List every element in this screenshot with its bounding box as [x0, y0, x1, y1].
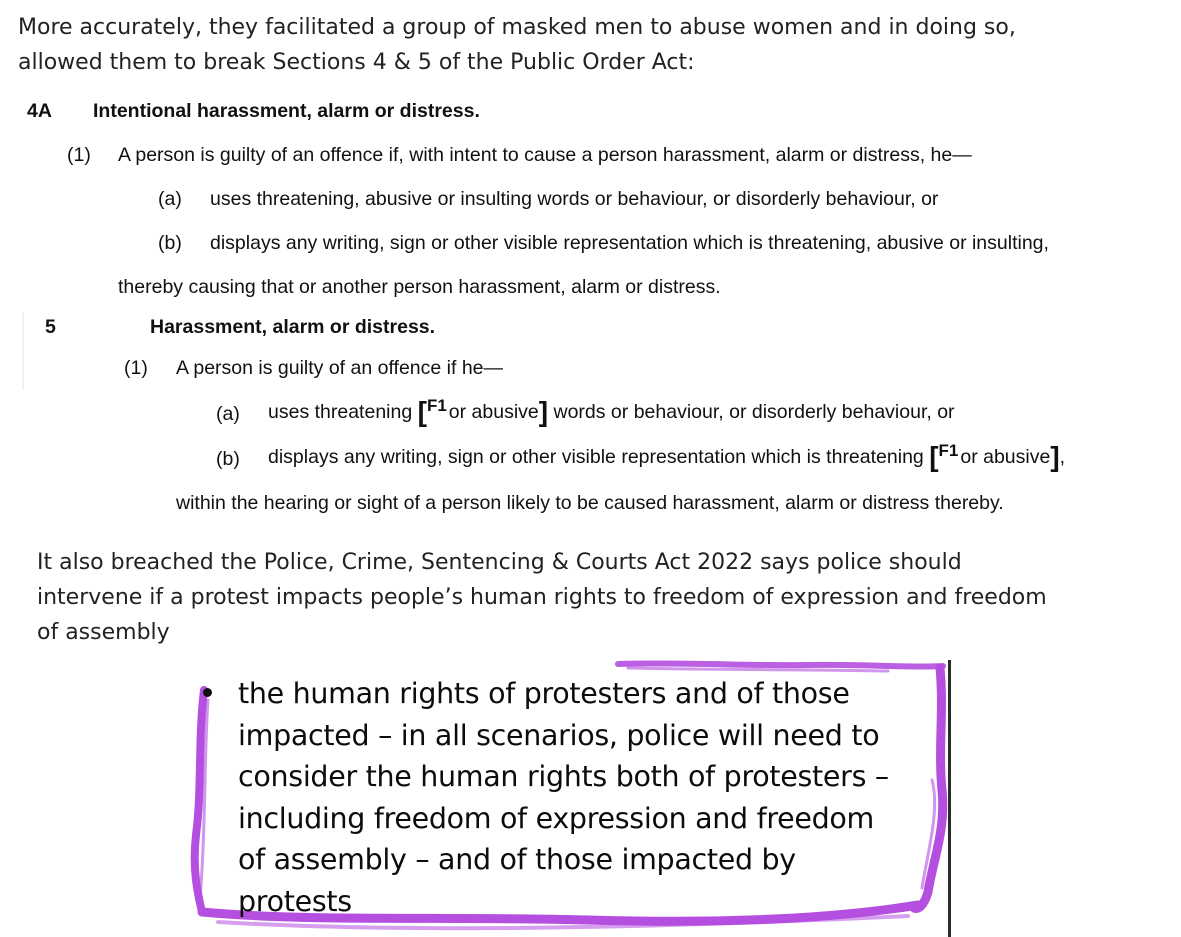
- amendment-open-bracket: [: [929, 441, 939, 472]
- screenshot-right-edge: [948, 660, 951, 937]
- screenshot-edge-divider: [22, 312, 24, 390]
- para2-line-3: of assembly: [37, 620, 170, 645]
- amended-text: or abusive: [448, 401, 539, 423]
- intro-line-2: allowed them to break Sections 4 & 5 of the Public Order Act:: [18, 50, 695, 75]
- excerpt-line-4: including freedom of expression and freedom: [238, 801, 874, 835]
- footnote-ref-f1[interactable]: F1: [426, 396, 447, 415]
- act-breach-paragraph: [37, 545, 1157, 650]
- section-5-para-b-pre: displays any writing, sign or other visible representation which is threatening: [268, 446, 924, 468]
- amendment-close-bracket: ]: [1050, 441, 1060, 472]
- section-4a-para-a-text: uses threatening, abusive or insulting words or behaviour, or disorderly behaviour, or: [210, 188, 939, 210]
- excerpt-line-3: consider the human rights both of protesters –: [238, 760, 889, 793]
- para2-line-1: It also breached the Police, Crime, Sentencing & Courts Act 2022 says police should: [37, 550, 962, 575]
- section-5-para-a-label: (a): [216, 403, 240, 425]
- section-4a-number: 4A: [27, 100, 52, 122]
- section-5-number: 5: [45, 316, 56, 338]
- section-5-para-a-post: words or behaviour, or disorderly behaviour, or: [553, 401, 955, 423]
- section-4a-para-a-label: (a): [158, 188, 182, 210]
- amendment-close-bracket: ]: [538, 396, 549, 427]
- excerpt-line-6: protests: [238, 884, 352, 918]
- section-4a-heading: Intentional harassment, alarm or distress.: [93, 100, 480, 122]
- intro-paragraph: [18, 10, 1158, 80]
- excerpt-text: [238, 673, 889, 922]
- amendment-open-bracket: [: [417, 396, 427, 427]
- excerpt-line-5: of assembly – and of those impacted by: [238, 843, 796, 876]
- intro-line-1: More accurately, they facilitated a group of masked men to abuse women and in doing so,: [18, 15, 1016, 40]
- section-5-para-b-label: (b): [216, 448, 240, 470]
- section-4a-para-b-label: (b): [158, 232, 182, 254]
- bullet-point-icon: [203, 688, 212, 697]
- footnote-ref-f1[interactable]: F1: [938, 441, 959, 460]
- section-5-subsection-text: A person is guilty of an offence if he—: [176, 357, 504, 379]
- section-5-para-b-comma: ,: [1059, 446, 1066, 468]
- excerpt-line-1: the human rights of protesters and of those: [238, 677, 850, 710]
- section-4a-subsection-text: A person is guilty of an offence if, with intent to cause a person harassment, alarm or distress, he—: [118, 144, 972, 166]
- amended-text: or abusive: [960, 446, 1051, 468]
- section-4a-para-b-text: displays any writing, sign or other visible representation which is threatening, abusive or insulting,: [210, 232, 1049, 254]
- section-4a-closing: thereby causing that or another person harassment, alarm or distress.: [118, 276, 721, 298]
- para2-line-2: intervene if a protest impacts people’s human rights to freedom of expression and freedom: [37, 585, 1047, 610]
- excerpt-line-2: impacted – in all scenarios, police will need to: [238, 718, 880, 752]
- section-5-heading: Harassment, alarm or distress.: [150, 316, 436, 338]
- section-4a-subsection-number: (1): [67, 144, 91, 166]
- section-5-para-a-pre: uses threatening: [268, 401, 413, 423]
- section-5-para-b-text: [268, 441, 1065, 473]
- section-5-closing: within the hearing or sight of a person likely to be caused harassment, alarm or distress thereby.: [176, 492, 1004, 514]
- section-5-para-a-text: [268, 396, 955, 428]
- section-5-subsection-number: (1): [124, 357, 148, 379]
